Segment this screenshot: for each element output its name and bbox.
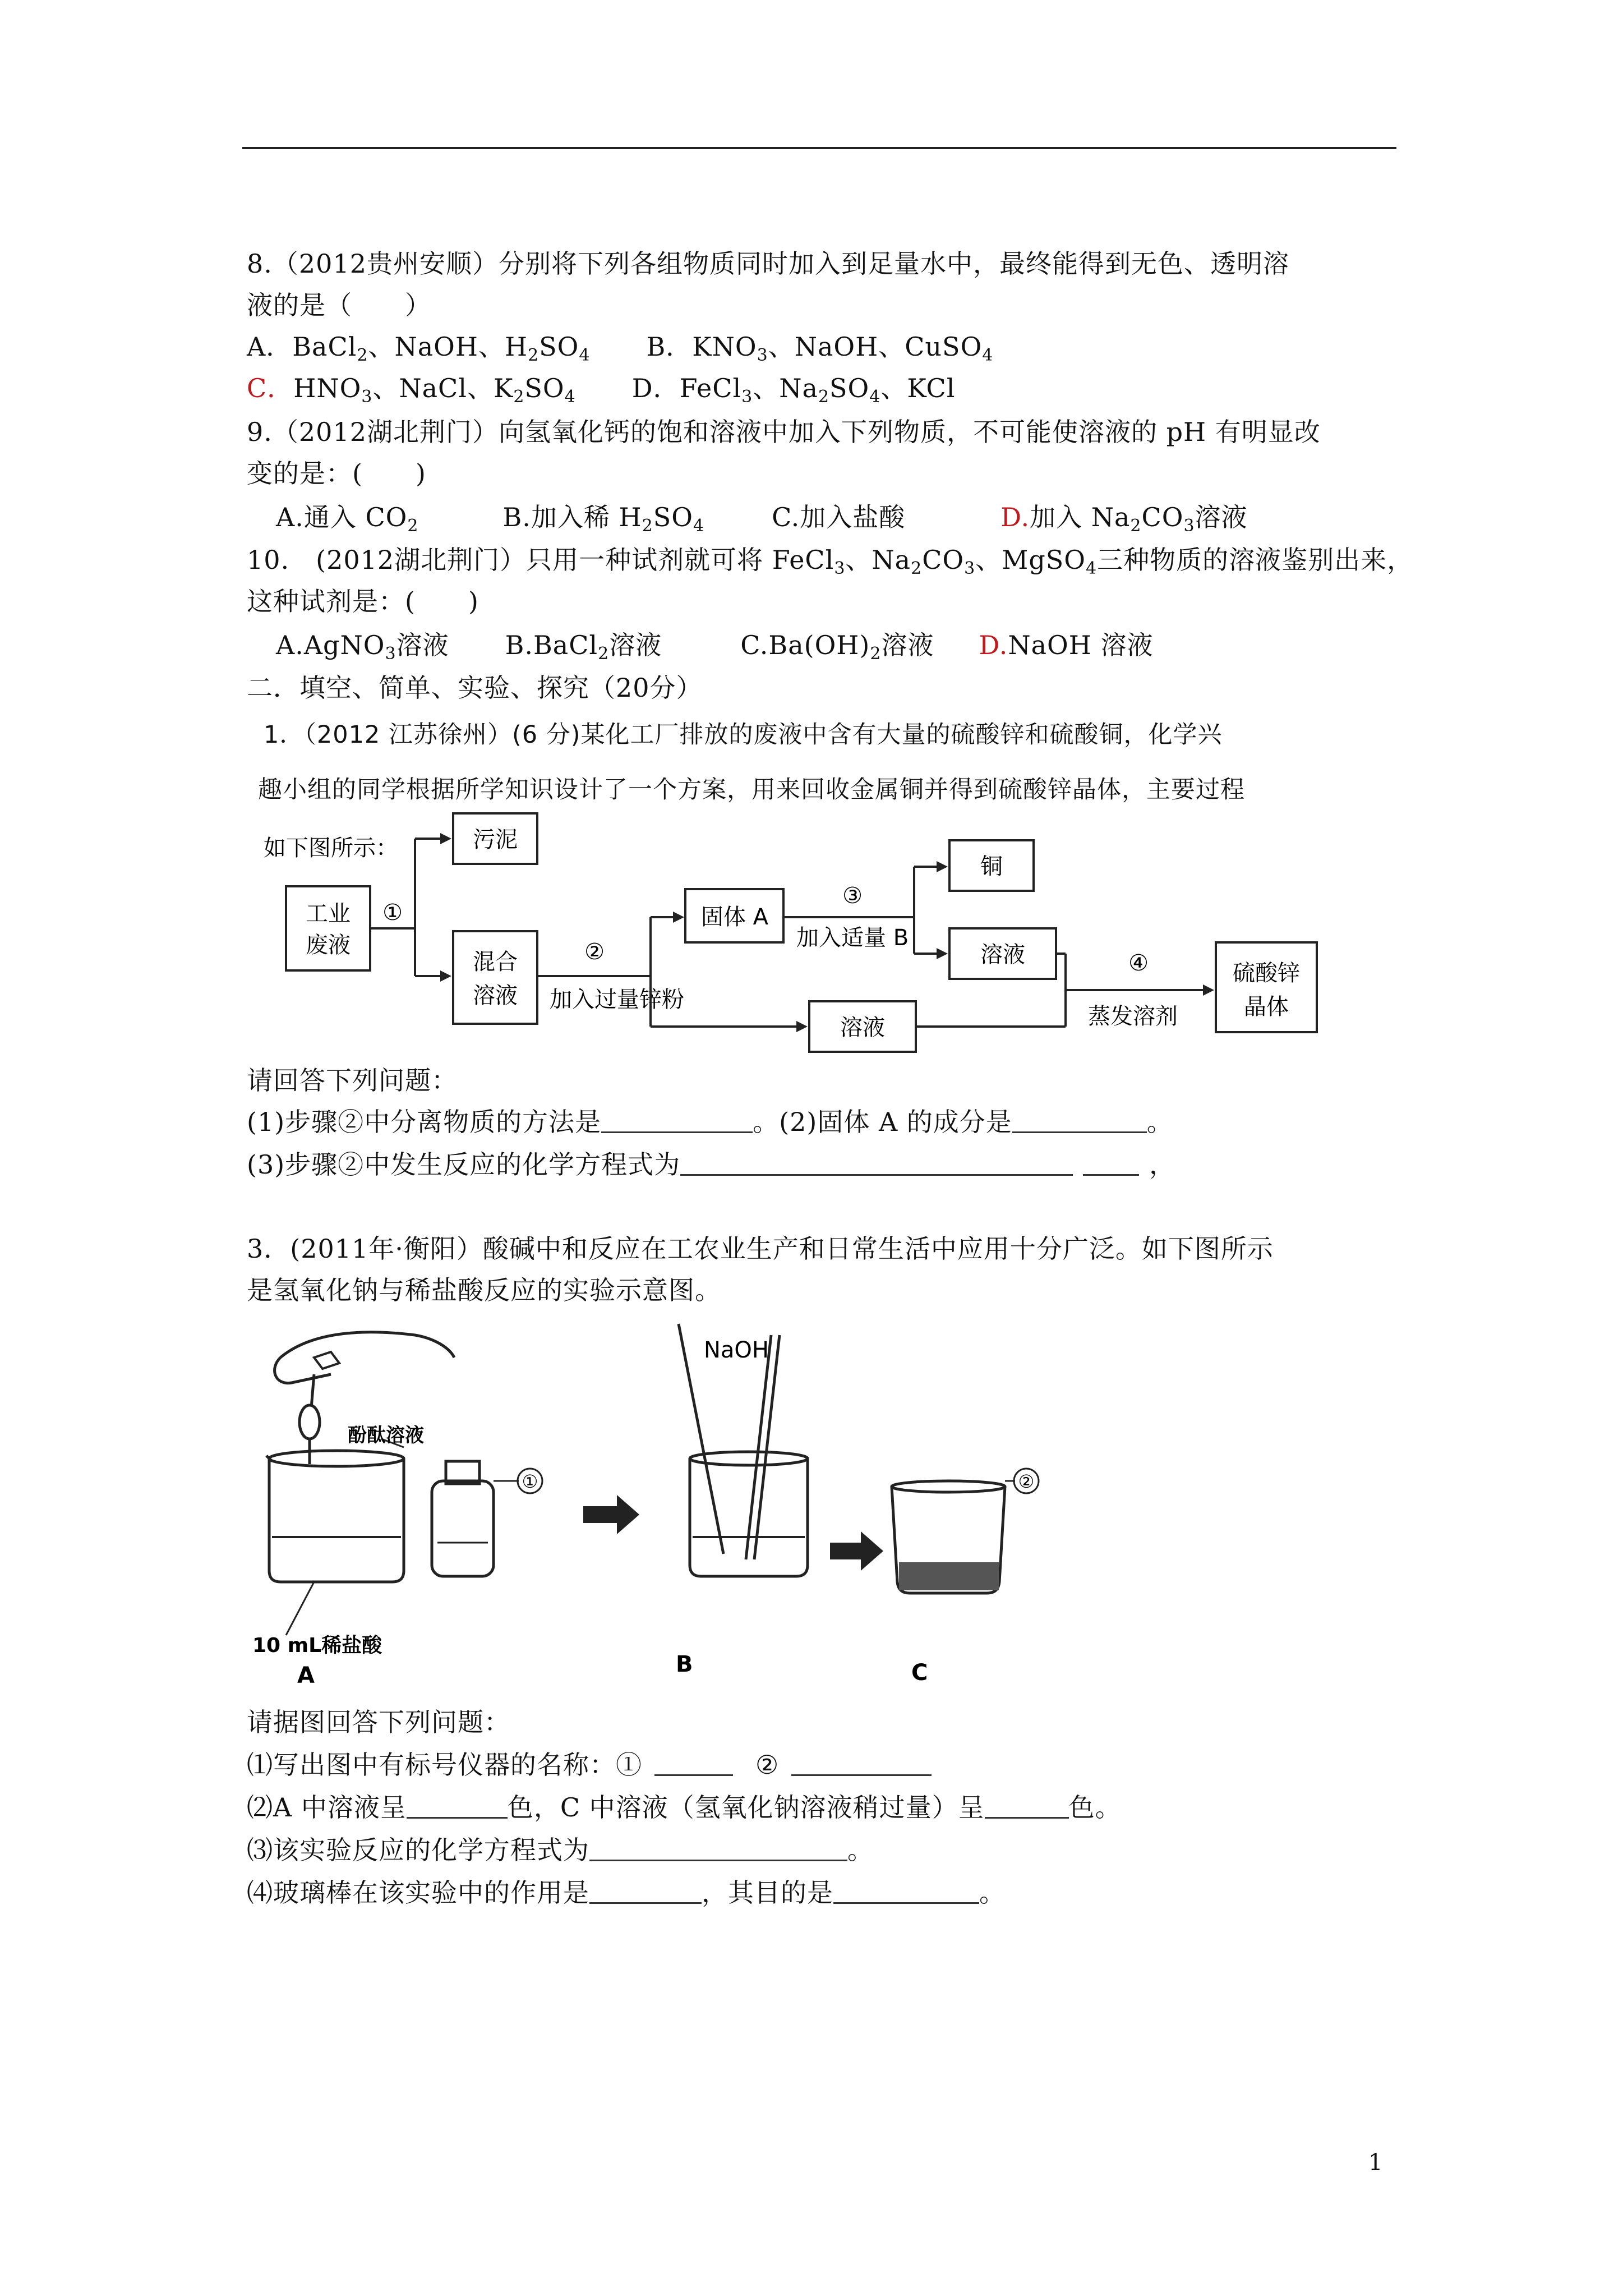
svg-text:铜: 铜 [980, 854, 1003, 880]
q9-option-b: B.加入稀 $H_2SO_4$ [502, 502, 705, 536]
q8-stem-line2: 液的是（ ） [247, 290, 431, 320]
q10-options [276, 628, 1153, 662]
dropper-bottle [432, 1481, 494, 1576]
answer-blank[interactable] [680, 1152, 1073, 1176]
answer-blank[interactable] [601, 1109, 753, 1133]
p3-question-4: ⑷玻璃棒在该实验中的作用是 ，其目的是 。 [247, 1878, 1006, 1908]
q9-stem-line1: 9.（2012湖北荆门）向氢氧化钙的饱和溶液中加入下列物质，不可能使溶液的 pH 有明显改 [247, 417, 1321, 447]
q10-option-d: D.NaOH 溶液 [979, 630, 1154, 660]
experiment-figure [247, 1313, 1043, 1683]
figure-label-a: A [297, 1663, 315, 1683]
q9-option-d: D.加入 $Na_2CO_3$溶液 [1000, 502, 1248, 536]
q8-option-b: B．$KNO_3$、NaOH、CuSO$_4$ [646, 332, 994, 365]
answer-blank[interactable] [791, 1752, 932, 1776]
p1-question-3: (3)步骤②中发生反应的化学方程式为 ， [247, 1149, 1176, 1180]
p3-stem-line2: 是氢氧化钠与稀盐酸反应的实验示意图。 [247, 1275, 721, 1305]
answer-blank[interactable] [1012, 1109, 1147, 1133]
svg-text:固体 A: 固体 A [700, 904, 769, 930]
p3-stem-line1: 3．(2011年·衡阳）酸碱中和反应在工农业生产和日常生活中应用十分广泛。如下图所示 [247, 1234, 1274, 1264]
p1-question-1-2: (1)步骤②中分离物质的方法是 。(2)固体 A 的成分是 。 [247, 1107, 1173, 1137]
answer-mark-c: C． [247, 373, 294, 403]
svg-text:工业: 工业 [306, 901, 351, 927]
arrow-right-icon [830, 1531, 883, 1571]
q10-option-b: B.BaCl$_2$溶液 [505, 630, 662, 664]
section-heading: 二．填空、简单、实验、探究（20分） [247, 673, 703, 703]
box-mixed-solution [453, 931, 537, 1024]
svg-text:混合: 混合 [473, 949, 518, 975]
process-flow-diagram [247, 712, 1346, 1055]
svg-text:废液: 废液 [306, 932, 351, 958]
indicator-label: 酚酞溶液 [348, 1424, 424, 1447]
q8-options-ab [247, 330, 993, 364]
answer-mark-d: D. [979, 630, 1008, 660]
answer-blank[interactable] [589, 1837, 847, 1861]
svg-text:污泥: 污泥 [473, 827, 518, 853]
step-2-label: 加入过量锌粉 [550, 987, 684, 1013]
step-4-label: 蒸发溶剂 [1088, 1004, 1178, 1029]
q8-stem-line1: 8.（2012贵州安顺）分别将下列各组物质同时加入到足量水中，最终能得到无色、透明溶 [247, 249, 1289, 279]
q8-option-a: A．BaCl$_2$、NaOH、$H_2SO_4$ [247, 332, 591, 365]
q10-option-a: A.AgNO$_3$溶液 [276, 630, 449, 664]
svg-text:溶液: 溶液 [840, 1015, 885, 1041]
answer-blank[interactable] [654, 1752, 733, 1776]
p1-stem-line1: 1．（2012 江苏徐州）(6 分)某化工厂排放的废液中含有大量的硫酸锌和硫酸铜，化学兴 [264, 721, 1223, 749]
q10-stem-line1: 10. (2012湖北荆门）只用一种试剂就可将 FeCl$_3$、$Na_2CO_3$、MgSO$_4$三种物质的溶液鉴别出来， [247, 545, 1414, 578]
p3-questions-intro: 请据图回答下列问题： [247, 1707, 510, 1737]
page-number: 1 [1368, 2150, 1383, 2175]
header-rule [242, 147, 1396, 149]
q9-stem-line2: 变的是：( ) [247, 458, 426, 489]
answer-mark-d: D. [1000, 502, 1030, 532]
acid-label: 10 mL稀盐酸 [252, 1634, 382, 1657]
svg-text:溶液: 溶液 [980, 942, 1025, 968]
hand-outline [280, 1332, 454, 1358]
mark-1: ① [522, 1471, 538, 1492]
svg-text:溶液: 溶液 [473, 983, 518, 1009]
q8-options-cd [247, 371, 955, 405]
step-2-mark: ② [584, 939, 605, 965]
q10-option-c: $C.Ba(OH)_2$溶液 [740, 630, 934, 664]
figure-label-b: B [676, 1651, 693, 1677]
p1-stem-line2: 趣小组的同学根据所学知识设计了一个方案，用来回收金属铜并得到硫酸锌晶体，主要过程 [258, 776, 1245, 804]
answer-blank[interactable] [1083, 1152, 1139, 1176]
answer-blank[interactable] [589, 1880, 702, 1904]
q9-option-a: A.通入 $CO_2$ [276, 502, 419, 536]
q8-option-d: D．FeCl$_3$、$Na_2SO_4$、KCl [631, 373, 956, 407]
p1-questions-intro: 请回答下列问题： [247, 1065, 458, 1096]
p3-question-3: ⑶该实验反应的化学方程式为 。 [247, 1835, 874, 1865]
step-3-label: 加入适量 B [796, 925, 909, 951]
svg-text:硫酸锌: 硫酸锌 [1233, 960, 1300, 986]
mark-2: ② [1018, 1471, 1035, 1492]
naoh-label: NaOH [704, 1337, 769, 1363]
q10-stem-line2: 这种试剂是：( ) [247, 586, 479, 616]
p3-question-2: ⑵A 中溶液呈 色，C 中溶液（氢氧化钠溶液稍过量）呈 色。 [247, 1792, 1122, 1823]
step-3-mark: ③ [842, 883, 863, 909]
p1-stem-line3: 如下图所示： [264, 835, 398, 861]
step-1-mark: ① [382, 900, 403, 926]
arrow-right-icon [583, 1495, 639, 1534]
q9-option-c: C.加入盐酸 [772, 502, 906, 532]
answer-blank[interactable] [985, 1795, 1069, 1819]
q8-option-c: C．$HNO_3$、NaCl、$K_2SO_4$ [247, 373, 576, 407]
beaker-c-liquid [899, 1562, 999, 1590]
p3-question-1: ⑴写出图中有标号仪器的名称：① ② [247, 1748, 932, 1782]
answer-blank[interactable] [407, 1795, 508, 1819]
svg-text:晶体: 晶体 [1244, 994, 1289, 1020]
figure-label-c: C [911, 1660, 928, 1683]
beaker-a [269, 1458, 404, 1582]
step-4-mark: ④ [1128, 950, 1149, 976]
q9-options [276, 500, 1248, 534]
answer-blank[interactable] [833, 1880, 979, 1904]
